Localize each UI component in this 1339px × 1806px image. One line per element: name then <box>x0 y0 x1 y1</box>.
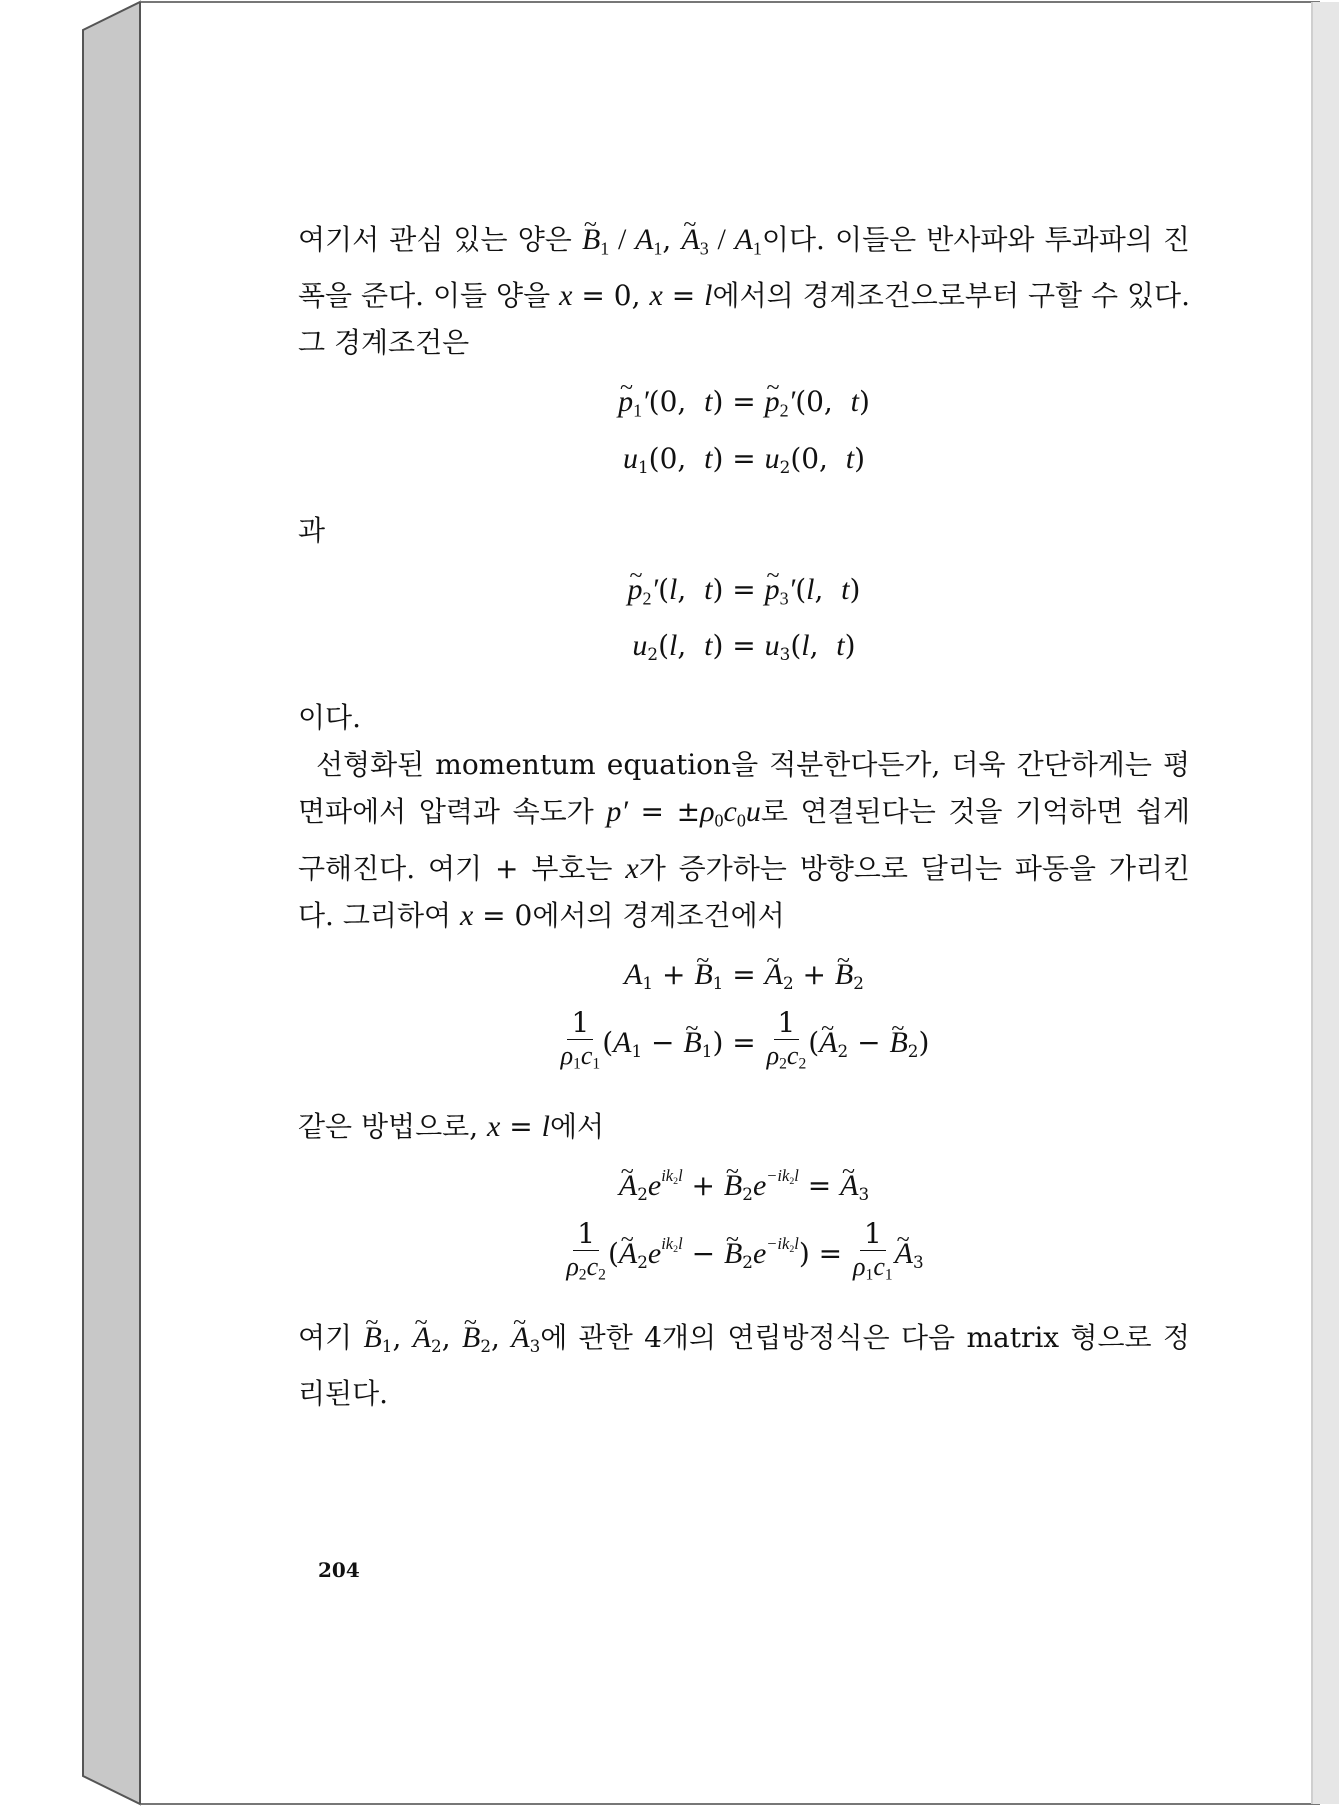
equation-1: ~ $p_1'(0$, t) = ~ $p_2'(0$, t) <box>298 378 1190 434</box>
page-content <box>298 216 1190 1417</box>
equation-8: $\frac{1}{\rho_2c_2}$ (~ $A_2e^{ik_2l}$ − ~ $B_2e^{-ik_2l}$) = $\frac{1}{\rho_1c_1}$ ~ $A_3$ <box>298 1218 1190 1298</box>
book-spine <box>83 2 140 1804</box>
equation-group-4 <box>298 1162 1190 1298</box>
paragraph-5: 같은 방법으로, x = l에서 <box>298 1109 605 1143</box>
equation-6: $\frac{1}{\rho_1c_1}$ ($A_1$ − ~ $B_1$) = $\frac{1}{\rho_2c_2}$ (~ $A_2$ − ~ $B_2$) <box>298 1007 1190 1087</box>
equation-4: $u_2(l$, $t) = u_3(l$, t) <box>632 629 856 665</box>
paragraph-1: 여기서 관심 있는 양은 ~ $B_1 / A_1$, ~ $A_3 / A_1$이다. 이들은 반사파와 투과파의 진폭을 준다. 이들 양을 x = 0, x = l에서의 경계조건으로부터 구할 수 있다. 그 경계조건은 <box>298 216 1190 366</box>
equation-3: ~ $p_2'(l$, t) = ~ $p_3'(l$, t) <box>298 566 1190 622</box>
paragraph-2: 과 <box>298 513 326 547</box>
paragraph-4: 선형화된 momentum equation을 적분한다든가, 더욱 간단하게는 평면파에서 압력과 속도가 $p' = \pm\rho_0c_0u$로 연결된다는 것을 기억하면 쉽게 구해진다. 여기 + 부호는 x가 증가하는 방향으로 달리는 파동을 가리킨다. 그리하여 x = 0에서의 경계조건에서 <box>298 748 1190 932</box>
page-right-shadow <box>1312 2 1339 1804</box>
paragraph-3: 이다. <box>298 701 361 735</box>
equation-2: $u_1(0$, $t) = u_2(0$, t) <box>622 441 866 477</box>
paragraph-6: 여기 ~ $B_1$, ~ $A_2$, ~ $B_2$, ~ $A_3$에 관한 4개의 연립방정식은 다음 matrix 형으로 정리된다. <box>298 1314 1190 1417</box>
equation-5: $A_1$ + ~ $B_1$ = ~ $A_2$ + ~ $B_2$ <box>298 951 1190 1007</box>
equation-7: ~ $A_2e^{ik_2l}$ + ~ $B_2e^{-ik_2l}$ = ~ $A_3$ <box>298 1162 1190 1218</box>
equation-group-1 <box>298 378 1190 490</box>
equation-group-3 <box>298 951 1190 1087</box>
page-number: 204 <box>318 1558 360 1582</box>
equation-group-2 <box>298 566 1190 678</box>
